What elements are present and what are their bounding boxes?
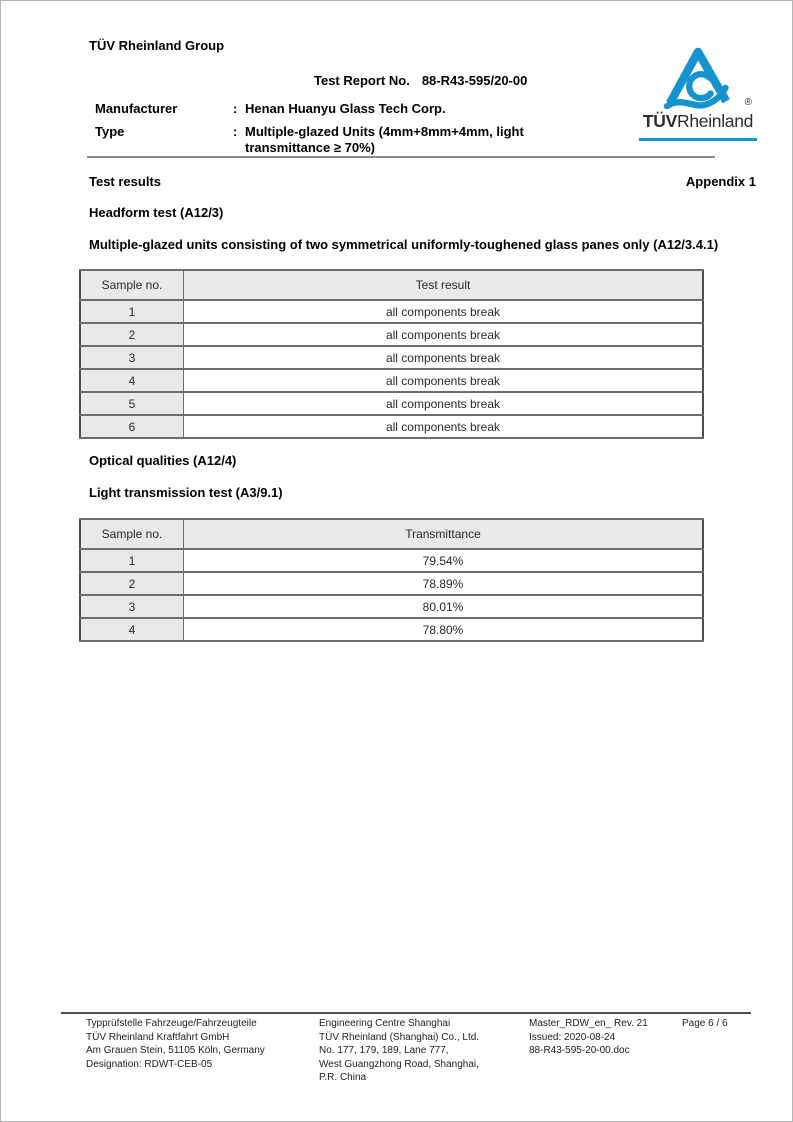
test-result-cell: all components break: [184, 392, 704, 415]
page-number: Page 6 / 6: [682, 1018, 728, 1029]
footer-line: 88-R43-595-20-00.doc: [529, 1045, 630, 1056]
colon-separator: :: [233, 124, 238, 139]
table-row: [80, 392, 703, 415]
column-header-result: Test result: [184, 270, 704, 300]
sample-no-cell: 4: [80, 618, 184, 641]
table-row: [80, 300, 703, 323]
footer-address-shanghai: [319, 1017, 524, 1085]
colon-separator: :: [233, 101, 238, 116]
sample-no-cell: 5: [80, 392, 184, 415]
footer-line: P.R. China: [319, 1072, 367, 1083]
footer-line: Master_RDW_en_ Rev. 21: [529, 1018, 648, 1029]
footer-line: Typprüfstelle Fahrzeuge/Fahrzeugteile: [86, 1018, 257, 1029]
footer-line: TÜV Rheinland Kraftfahrt GmbH: [86, 1031, 230, 1043]
logo-wordmark-tuv: TÜV: [642, 111, 677, 131]
report-number-value: 88-R43-595/20-00: [421, 73, 528, 88]
tuv-triangle-icon: [662, 47, 734, 109]
type-label: Type: [95, 124, 125, 139]
headform-results-table: [79, 269, 704, 439]
section-title: Test results: [89, 174, 162, 189]
footer-line: Am Grauen Stein, 51105 Köln, Germany: [86, 1045, 265, 1056]
table-row: [80, 595, 703, 618]
sample-no-cell: 2: [80, 572, 184, 595]
sample-no-cell: 2: [80, 323, 184, 346]
table-row: [80, 415, 703, 438]
transmittance-cell: 79.54%: [184, 549, 704, 572]
sample-no-cell: 3: [80, 346, 184, 369]
test-result-cell: all components break: [184, 346, 704, 369]
sample-no-cell: 1: [80, 549, 184, 572]
test-result-cell: all components break: [184, 369, 704, 392]
transmittance-cell: 78.89%: [184, 572, 704, 595]
column-header-sample: Sample no.: [80, 519, 184, 549]
footer-line: No. 177, 179, 189, Lane 777,: [319, 1045, 449, 1056]
report-number-label: Test Report No.: [314, 73, 410, 88]
transmittance-table: [79, 518, 704, 642]
manufacturer-value: Henan Huanyu Glass Tech Corp.: [245, 101, 446, 116]
footer-divider: [61, 1012, 751, 1014]
footer-address-cologne: [86, 1017, 316, 1071]
tuv-rheinland-logo: [639, 47, 757, 141]
header-divider: [87, 156, 715, 158]
transmittance-cell: 78.80%: [184, 618, 704, 641]
table-row: [80, 572, 703, 595]
subheading-multiple-glazed: Multiple-glazed units consisting of two symmetrical uniformly-toughened glass panes only (A12/3.4.1): [89, 237, 719, 252]
footer-line: Engineering Centre Shanghai: [319, 1018, 451, 1029]
test-result-cell: all components break: [184, 415, 704, 438]
footer-line: TÜV Rheinland (Shanghai) Co., Ltd.: [319, 1031, 480, 1043]
footer-line: West Guangzhong Road, Shanghai,: [319, 1058, 479, 1070]
sample-no-cell: 6: [80, 415, 184, 438]
manufacturer-label: Manufacturer: [95, 101, 178, 116]
test-result-cell: all components break: [184, 323, 704, 346]
footer-document-info: [529, 1017, 681, 1058]
table-header-row: [80, 519, 703, 549]
sample-no-cell: 3: [80, 595, 184, 618]
heading-headform-test: Headform test (A12/3): [89, 205, 224, 220]
table-header-row: [80, 270, 703, 300]
footer-line: Designation: RDWT-CEB-05: [86, 1058, 213, 1070]
table-row: [80, 549, 703, 572]
column-header-sample: Sample no.: [80, 270, 184, 300]
table-row: [80, 618, 703, 641]
type-row: [95, 124, 547, 156]
subheading-light-transmission: Light transmission test (A3/9.1): [89, 485, 283, 500]
column-header-transmittance: Transmittance: [184, 519, 704, 549]
sample-no-cell: 1: [80, 300, 184, 323]
report-number-line: [314, 73, 527, 89]
transmittance-cell: 80.01%: [184, 595, 704, 618]
logo-underline: [639, 138, 757, 141]
appendix-label: Appendix 1: [685, 174, 756, 189]
company-name: TÜV Rheinland Group: [89, 38, 225, 53]
manufacturer-row: [95, 101, 547, 117]
logo-wordmark: [639, 111, 757, 131]
table-row: [80, 346, 703, 369]
type-value: Multiple-glazed Units (4mm+8mm+4mm, light transmittance ≥ 70%): [245, 124, 524, 155]
test-result-cell: all components break: [184, 300, 704, 323]
table-row: [80, 323, 703, 346]
footer-line: Issued: 2020-08-24: [529, 1031, 616, 1043]
logo-wordmark-rheinland: Rheinland: [676, 111, 754, 131]
registered-trademark-icon: ®: [744, 97, 752, 108]
sample-no-cell: 4: [80, 369, 184, 392]
heading-optical-qualities: Optical qualities (A12/4): [89, 453, 237, 468]
table-row: [80, 369, 703, 392]
